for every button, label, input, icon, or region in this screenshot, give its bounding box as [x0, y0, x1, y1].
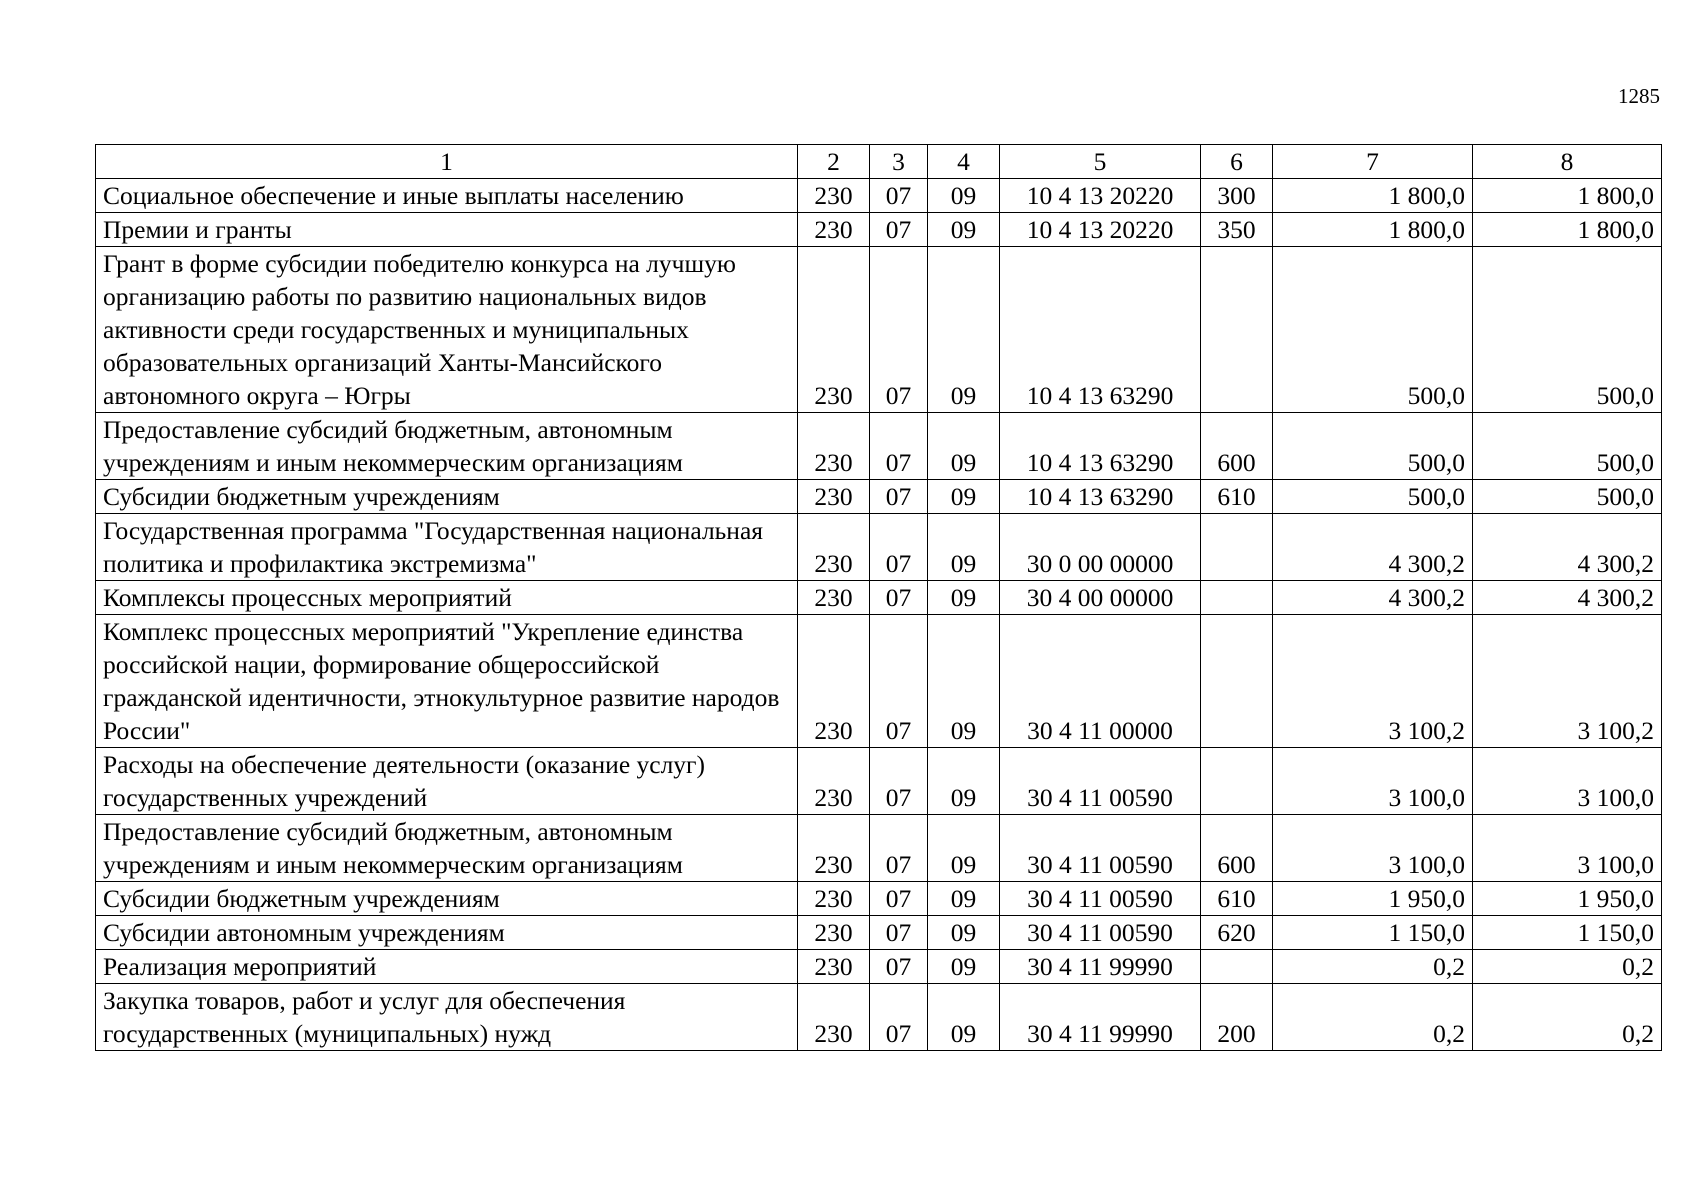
row-code-6-cell: 610	[1201, 882, 1273, 916]
row-name-cell: Субсидии бюджетным учреждениям	[96, 480, 798, 514]
row-value-8-cell: 500,0	[1473, 413, 1662, 480]
row-value-8-cell: 4 300,2	[1473, 581, 1662, 615]
row-value-7-cell: 3 100,0	[1273, 748, 1473, 815]
table-row	[96, 247, 1662, 413]
row-code-2-cell: 230	[798, 950, 870, 984]
row-value-7-cell: 0,2	[1273, 950, 1473, 984]
row-value-8-cell: 0,2	[1473, 984, 1662, 1051]
row-code-3-cell: 07	[870, 514, 928, 581]
row-code-3-cell: 07	[870, 916, 928, 950]
row-code-4-cell: 09	[928, 748, 1000, 815]
row-code-4-cell: 09	[928, 179, 1000, 213]
table-row	[96, 213, 1662, 247]
row-code-3-cell: 07	[870, 984, 928, 1051]
row-code-4-cell: 09	[928, 247, 1000, 413]
row-code-5-cell: 30 4 00 00000	[1000, 581, 1201, 615]
row-code-2-cell: 230	[798, 815, 870, 882]
table-row	[96, 815, 1662, 882]
table-row	[96, 581, 1662, 615]
row-code-6-cell: 300	[1201, 179, 1273, 213]
table-row	[96, 514, 1662, 581]
row-code-3-cell: 07	[870, 615, 928, 748]
row-code-2-cell: 230	[798, 615, 870, 748]
row-code-4-cell: 09	[928, 581, 1000, 615]
row-code-3-cell: 07	[870, 247, 928, 413]
row-code-5-cell: 30 0 00 00000	[1000, 514, 1201, 581]
row-code-6-cell	[1201, 247, 1273, 413]
page-number: 1285	[1618, 84, 1660, 108]
row-value-8-cell: 4 300,2	[1473, 514, 1662, 581]
table-row	[96, 950, 1662, 984]
row-value-8-cell: 1 800,0	[1473, 213, 1662, 247]
row-code-3-cell: 07	[870, 413, 928, 480]
row-code-6-cell	[1201, 514, 1273, 581]
table-row	[96, 413, 1662, 480]
row-value-8-cell: 3 100,0	[1473, 748, 1662, 815]
row-name-cell: Субсидии автономным учреждениям	[96, 916, 798, 950]
row-code-5-cell: 10 4 13 63290	[1000, 413, 1201, 480]
row-code-4-cell: 09	[928, 984, 1000, 1051]
row-code-5-cell: 10 4 13 63290	[1000, 480, 1201, 514]
row-code-6-cell	[1201, 581, 1273, 615]
row-code-4-cell: 09	[928, 950, 1000, 984]
row-value-8-cell: 1 800,0	[1473, 179, 1662, 213]
row-code-3-cell: 07	[870, 882, 928, 916]
row-code-4-cell: 09	[928, 882, 1000, 916]
row-code-3-cell: 07	[870, 950, 928, 984]
row-code-5-cell: 30 4 11 00590	[1000, 916, 1201, 950]
row-name-cell: Предоставление субсидий бюджетным, автономным учреждениям и иным некоммерческим организациям	[96, 815, 798, 882]
header-cell-5: 5	[1000, 145, 1201, 179]
row-code-4-cell: 09	[928, 815, 1000, 882]
row-code-6-cell: 600	[1201, 413, 1273, 480]
row-code-2-cell: 230	[798, 748, 870, 815]
row-value-7-cell: 4 300,2	[1273, 514, 1473, 581]
table-body	[96, 145, 1662, 1051]
header-cell-4: 4	[928, 145, 1000, 179]
row-code-3-cell: 07	[870, 815, 928, 882]
row-code-2-cell: 230	[798, 581, 870, 615]
row-value-7-cell: 4 300,2	[1273, 581, 1473, 615]
row-name-cell: Комплекс процессных мероприятий "Укрепление единства российской нации, формирование общероссийской гражданской идентичности, этнокультурное развитие народов России"	[96, 615, 798, 748]
row-value-8-cell: 1 150,0	[1473, 916, 1662, 950]
budget-table	[95, 144, 1662, 1051]
row-value-8-cell: 3 100,2	[1473, 615, 1662, 748]
row-code-5-cell: 30 4 11 00000	[1000, 615, 1201, 748]
row-name-cell: Расходы на обеспечение деятельности (оказание услуг) государственных учреждений	[96, 748, 798, 815]
row-code-2-cell: 230	[798, 413, 870, 480]
row-name-cell: Комплексы процессных мероприятий	[96, 581, 798, 615]
row-value-7-cell: 0,2	[1273, 984, 1473, 1051]
row-code-4-cell: 09	[928, 413, 1000, 480]
row-name-cell: Реализация мероприятий	[96, 950, 798, 984]
row-value-8-cell: 3 100,0	[1473, 815, 1662, 882]
row-code-6-cell: 200	[1201, 984, 1273, 1051]
row-name-cell: Премии и гранты	[96, 213, 798, 247]
row-value-7-cell: 1 150,0	[1273, 916, 1473, 950]
table-row	[96, 480, 1662, 514]
table-row	[96, 748, 1662, 815]
row-code-4-cell: 09	[928, 615, 1000, 748]
row-name-cell: Закупка товаров, работ и услуг для обеспечения государственных (муниципальных) нужд	[96, 984, 798, 1051]
row-code-2-cell: 230	[798, 916, 870, 950]
row-code-6-cell	[1201, 615, 1273, 748]
row-code-5-cell: 30 4 11 99990	[1000, 950, 1201, 984]
table-row	[96, 916, 1662, 950]
row-code-4-cell: 09	[928, 514, 1000, 581]
row-code-2-cell: 230	[798, 480, 870, 514]
header-cell-7: 7	[1273, 145, 1473, 179]
row-code-6-cell	[1201, 748, 1273, 815]
row-code-2-cell: 230	[798, 882, 870, 916]
row-code-6-cell: 350	[1201, 213, 1273, 247]
row-name-cell: Предоставление субсидий бюджетным, автономным учреждениям и иным некоммерческим организациям	[96, 413, 798, 480]
row-code-3-cell: 07	[870, 748, 928, 815]
row-code-2-cell: 230	[798, 247, 870, 413]
row-code-4-cell: 09	[928, 480, 1000, 514]
row-name-cell: Государственная программа "Государственная национальная политика и профилактика экстремизма"	[96, 514, 798, 581]
row-code-4-cell: 09	[928, 916, 1000, 950]
row-code-2-cell: 230	[798, 514, 870, 581]
row-code-3-cell: 07	[870, 581, 928, 615]
row-code-2-cell: 230	[798, 213, 870, 247]
row-name-cell: Социальное обеспечение и иные выплаты населению	[96, 179, 798, 213]
row-name-cell: Грант в форме субсидии победителю конкурса на лучшую организацию работы по развитию национальных видов активности среди государственных и муниципальных образовательных организаций Ханты-Мансийского автономного округа – Югры	[96, 247, 798, 413]
row-code-3-cell: 07	[870, 480, 928, 514]
row-code-5-cell: 30 4 11 00590	[1000, 815, 1201, 882]
row-value-7-cell: 1 800,0	[1273, 179, 1473, 213]
header-cell-1: 1	[96, 145, 798, 179]
row-value-7-cell: 3 100,0	[1273, 815, 1473, 882]
row-value-8-cell: 1 950,0	[1473, 882, 1662, 916]
row-code-5-cell: 10 4 13 63290	[1000, 247, 1201, 413]
row-code-6-cell	[1201, 950, 1273, 984]
table-row	[96, 179, 1662, 213]
row-value-7-cell: 500,0	[1273, 480, 1473, 514]
row-code-6-cell: 600	[1201, 815, 1273, 882]
row-value-7-cell: 1 950,0	[1273, 882, 1473, 916]
row-value-7-cell: 500,0	[1273, 413, 1473, 480]
row-code-5-cell: 30 4 11 99990	[1000, 984, 1201, 1051]
header-cell-2: 2	[798, 145, 870, 179]
header-cell-8: 8	[1473, 145, 1662, 179]
row-name-cell: Субсидии бюджетным учреждениям	[96, 882, 798, 916]
row-code-3-cell: 07	[870, 179, 928, 213]
table-header-row	[96, 145, 1662, 179]
row-code-5-cell: 10 4 13 20220	[1000, 213, 1201, 247]
row-code-5-cell: 30 4 11 00590	[1000, 882, 1201, 916]
header-cell-6: 6	[1201, 145, 1273, 179]
table-row	[96, 882, 1662, 916]
row-value-8-cell: 500,0	[1473, 247, 1662, 413]
table-row	[96, 984, 1662, 1051]
row-code-5-cell: 30 4 11 00590	[1000, 748, 1201, 815]
row-code-6-cell: 610	[1201, 480, 1273, 514]
header-cell-3: 3	[870, 145, 928, 179]
row-code-6-cell: 620	[1201, 916, 1273, 950]
row-value-7-cell: 3 100,2	[1273, 615, 1473, 748]
row-value-7-cell: 500,0	[1273, 247, 1473, 413]
row-code-3-cell: 07	[870, 213, 928, 247]
row-code-4-cell: 09	[928, 213, 1000, 247]
row-code-2-cell: 230	[798, 984, 870, 1051]
row-value-7-cell: 1 800,0	[1273, 213, 1473, 247]
row-code-5-cell: 10 4 13 20220	[1000, 179, 1201, 213]
row-value-8-cell: 500,0	[1473, 480, 1662, 514]
row-value-8-cell: 0,2	[1473, 950, 1662, 984]
row-code-2-cell: 230	[798, 179, 870, 213]
table-row	[96, 615, 1662, 748]
